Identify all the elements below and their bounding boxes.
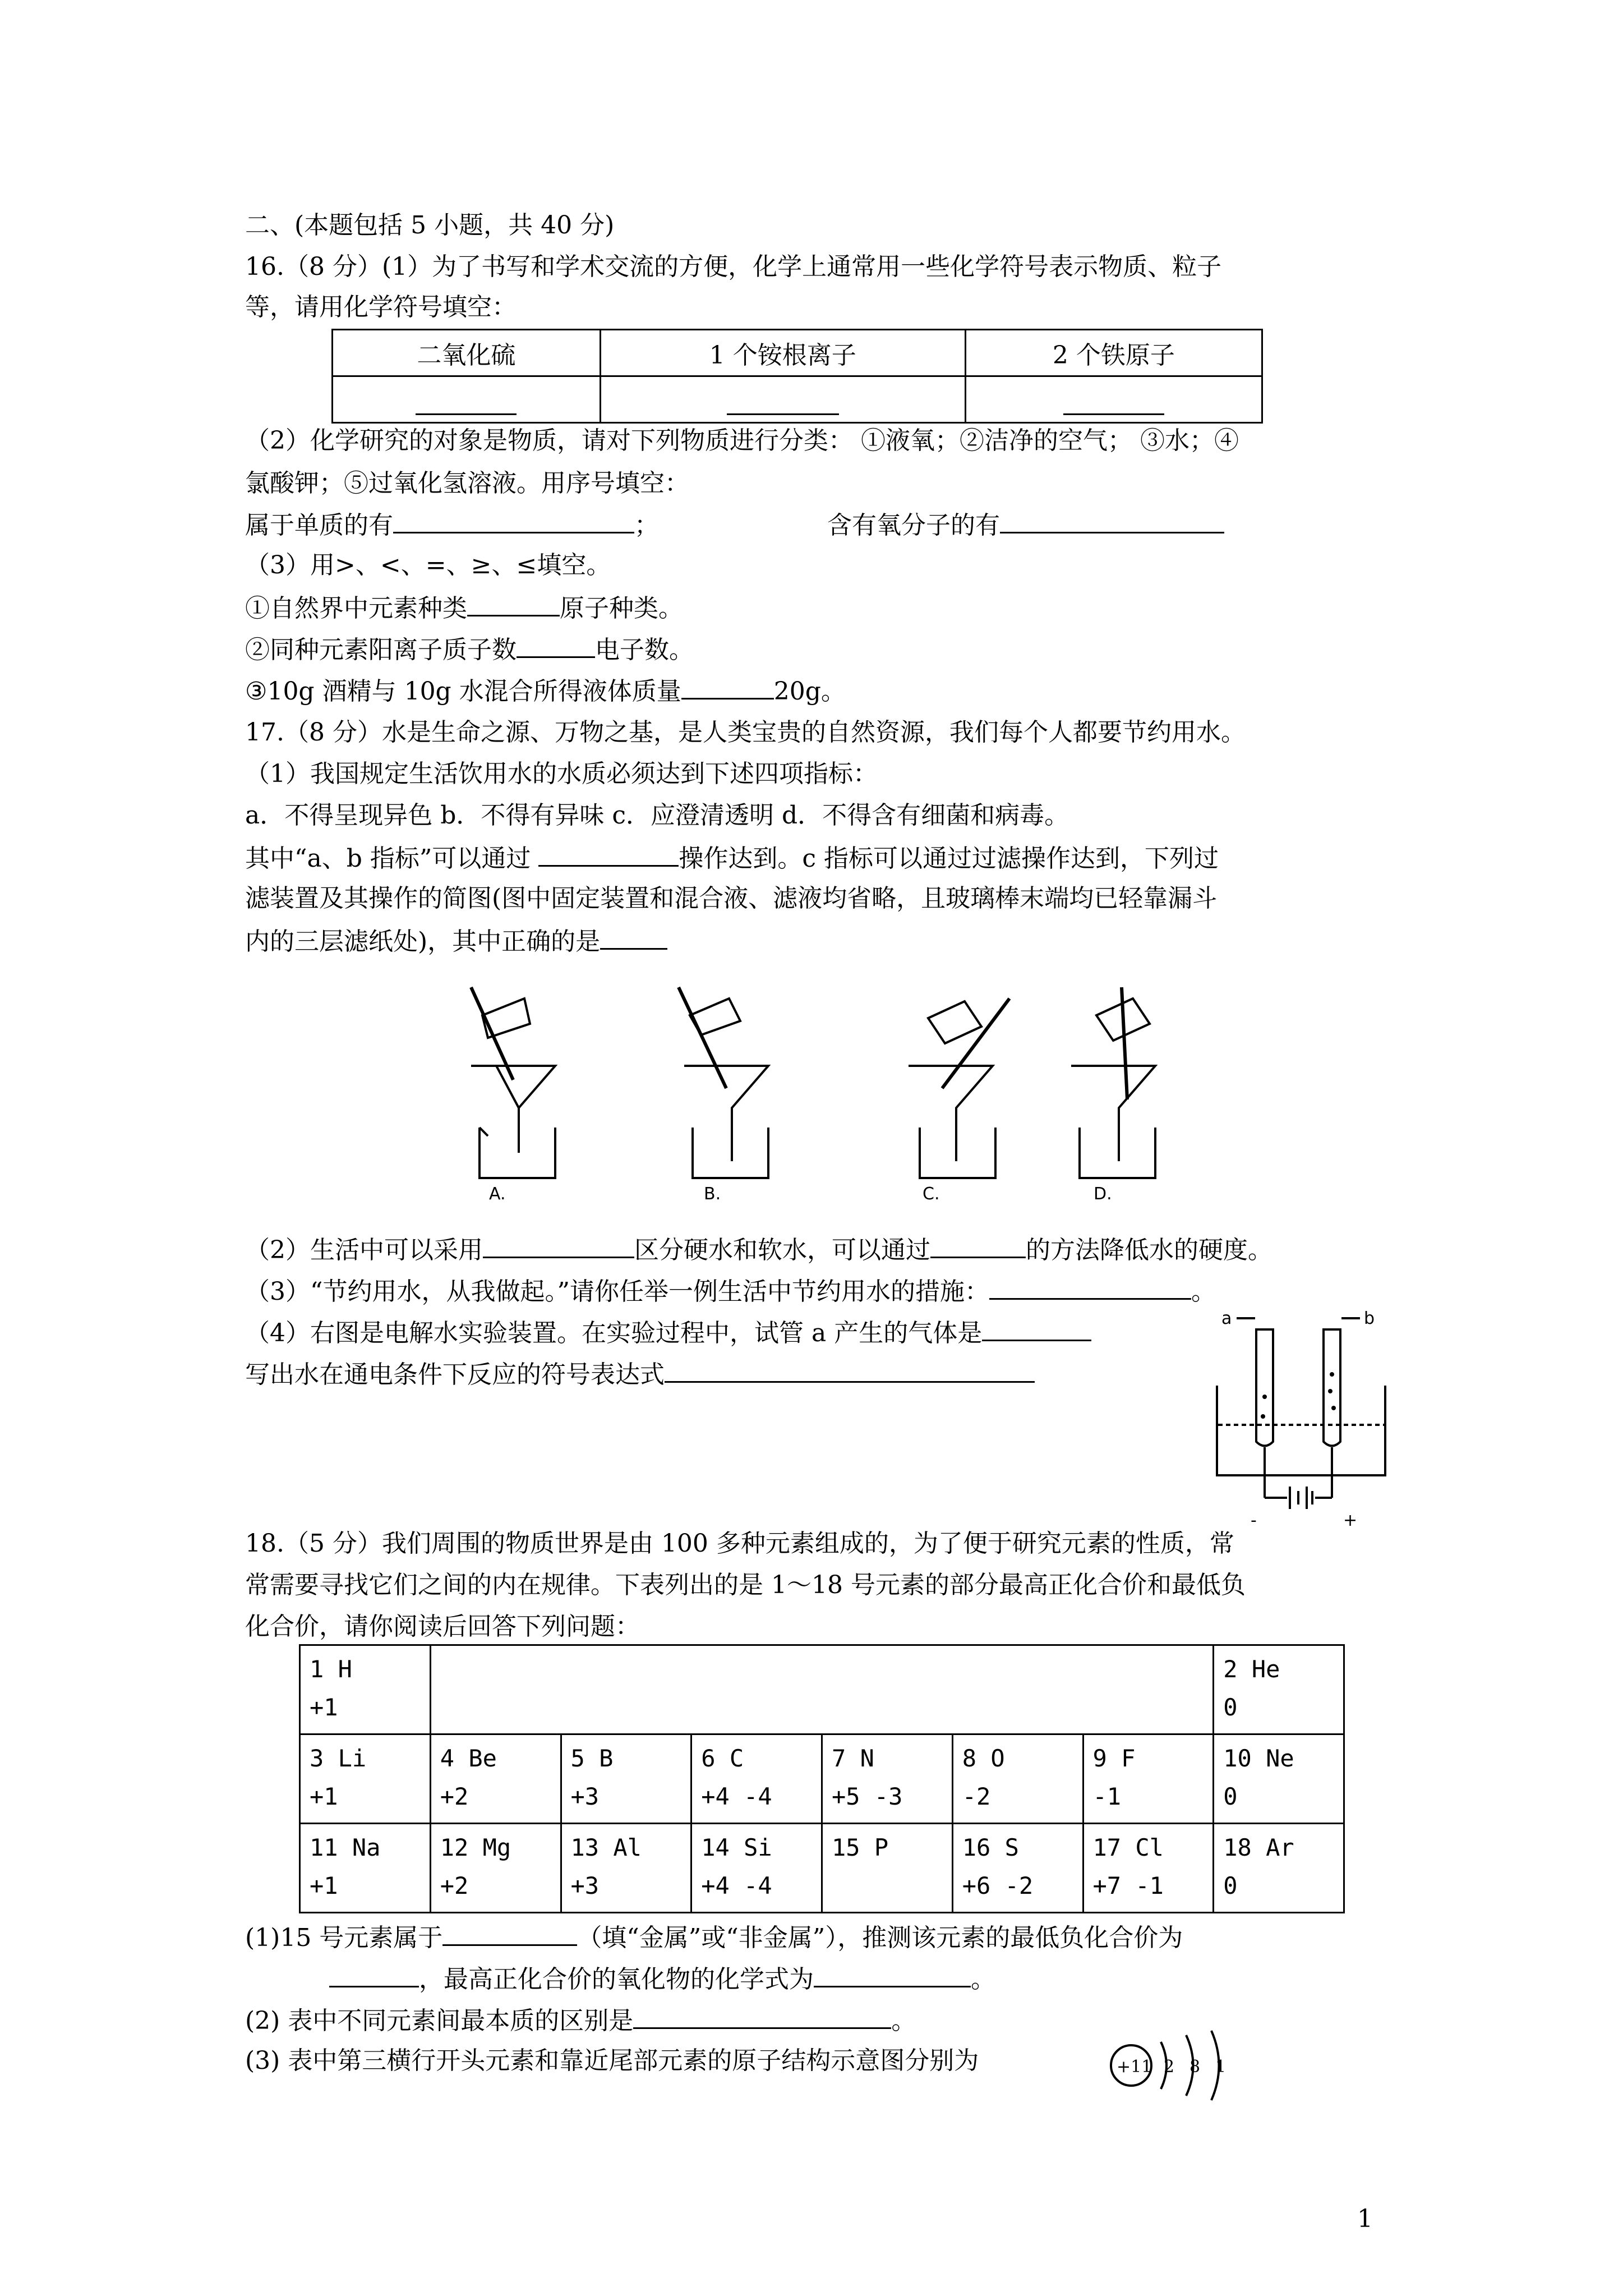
element-name: 10 Ne [1223, 1745, 1294, 1772]
q17-line5: 滤装置及其操作的简图(图中固定装置和混合液、滤液均省略，且玻璃棒末端均已轻靠漏斗 [245, 884, 1218, 913]
element-cell [1083, 1824, 1214, 1913]
text: (2) 表中不同元素间最本质的区别是 [245, 2007, 634, 2035]
element-cell [300, 1824, 431, 1913]
element-valence: -2 [962, 1783, 991, 1810]
q18-line1: 18.（5 分）我们周围的物质世界是由 100 多种元素组成的，为了便于研究元素的性质，常 [245, 1529, 1234, 1558]
battery-plus: + [1343, 1511, 1358, 1530]
text: 操作达到。c 指标可以通过过滤操作达到，下列过 [679, 844, 1219, 873]
q16-item3-blank[interactable] [681, 673, 774, 700]
element-name: 5 B [570, 1745, 614, 1772]
q17-p2 [245, 1232, 1272, 1267]
text: 的方法降低水的硬度。 [1026, 1236, 1272, 1264]
element-cell [1214, 1645, 1344, 1734]
fig-label-b: B. [704, 1184, 721, 1200]
element-valence: +1 [310, 1783, 338, 1810]
element-cell [300, 1645, 431, 1734]
element-name: 11 Na [310, 1834, 381, 1861]
text: 。 [1191, 1277, 1216, 1306]
text: 电子数。 [595, 636, 694, 664]
element-valence: +6 -2 [962, 1872, 1034, 1899]
text: ③10g 酒精与 10g 水混合所得液体质量 [245, 677, 681, 706]
element-name: 2 He [1223, 1655, 1280, 1683]
element-valence: +1 [310, 1872, 338, 1899]
text: 内的三层滤纸处)，其中正确的是 [245, 927, 601, 956]
q17-line6 [245, 923, 667, 959]
answer-cell-ammonium[interactable] [600, 376, 965, 423]
text: ，最高正化合价的氧化物的化学式为 [419, 1965, 814, 1994]
q17-equation-blank[interactable] [665, 1356, 1035, 1383]
element-cell [691, 1824, 822, 1913]
element-cell [822, 1734, 953, 1824]
element-valence: +4 -4 [701, 1872, 772, 1899]
element-name: 9 F [1092, 1745, 1136, 1772]
element-name: 8 O [962, 1745, 1005, 1772]
text: 其中“a、b 指标”可以通过 [245, 844, 539, 873]
q18-p1-line2 [245, 1961, 995, 1996]
q18-metal-blank[interactable] [442, 1920, 577, 1946]
q16-symbol-table [331, 329, 1263, 424]
q16-item2-blank[interactable] [517, 632, 595, 658]
filter-setup-d [1071, 987, 1155, 1178]
table-header-iron: 2 个铁原子 [965, 330, 1262, 376]
q18-valence-blank[interactable] [329, 1961, 419, 1987]
text: （2）生活中可以采用 [245, 1236, 483, 1264]
q17-line3: a．不得呈现异色 b．不得有异味 c．应澄清透明 d．不得含有细菌和病毒。 [245, 801, 1069, 830]
q16-p3-intro: （3）用>、<、=、≥、≤填空。 [245, 551, 611, 579]
element-name: 6 C [701, 1745, 744, 1772]
text: 20g。 [773, 677, 846, 706]
element-name: 3 Li [310, 1745, 367, 1772]
q18-p2 [245, 2003, 916, 2038]
element-cell [691, 1734, 822, 1824]
element-cell [430, 1734, 561, 1824]
element-name: 12 Mg [440, 1834, 511, 1861]
q18-p1 [245, 1920, 1183, 1955]
element-cell [1083, 1734, 1214, 1824]
element-valence: +3 [570, 1872, 600, 1899]
answer-cell-so2[interactable] [333, 376, 601, 423]
q18-difference-blank[interactable] [633, 2003, 891, 2029]
q17-line1: 17.（8 分）水是生命之源、万物之基，是人类宝贵的自然资源，我们每个人都要节约用水。 [245, 718, 1246, 747]
section-header: 二、(本题包括 5 小题，共 40 分) [245, 211, 615, 240]
q16-element-label: 属于单质的有 [245, 511, 393, 540]
element-name: 17 Cl [1092, 1834, 1164, 1861]
q16-p3-item3 [245, 673, 846, 708]
filter-setup-b [679, 987, 768, 1178]
q17-line2: （1）我国规定生活饮用水的水质必须达到下述四项指标： [245, 760, 878, 788]
element-cell [952, 1734, 1083, 1824]
text: 写出水在通电条件下反应的符号表达式 [245, 1360, 665, 1389]
q17-soften-blank[interactable] [930, 1232, 1026, 1258]
element-valence: +3 [570, 1783, 600, 1810]
element-name: 15 P [832, 1834, 889, 1861]
text: 。 [971, 1965, 995, 1994]
element-cell [1214, 1734, 1344, 1824]
electrode-label-a: a [1221, 1309, 1232, 1328]
element-valence: 0 [1223, 1872, 1238, 1899]
electrode-label-b: b [1364, 1309, 1375, 1328]
element-cell [561, 1734, 691, 1824]
atom-shell-3: 1 [1215, 2057, 1227, 2077]
q18-p3: (3) 表中第三横行开头元素和靠近尾部元素的原子结构示意图分别为 [245, 2046, 979, 2075]
q18-line2: 常需要寻找它们之间的内在规律。下表列出的是 1～18 号元素的部分最高正化合价和最低负 [245, 1571, 1246, 1599]
q16-element-blank[interactable] [393, 507, 634, 533]
element-name: 7 N [832, 1745, 874, 1772]
element-valence: 0 [1223, 1694, 1238, 1721]
q16-p2-line3 [245, 507, 1224, 542]
element-valence: +7 -1 [1092, 1872, 1164, 1899]
page-number: 1 [1357, 2205, 1373, 2233]
element-name: 16 S [962, 1834, 1019, 1861]
text: 区分硬水和软水，可以通过 [634, 1236, 930, 1264]
q16-line2: 等，请用化学符号填空： [245, 293, 517, 321]
q16-p3-item1 [245, 590, 683, 625]
text: （3）“节约用水，从我做起。”请你任举一例生活中节约用水的措施： [245, 1277, 989, 1306]
q18-line3: 化合价，请你阅读后回答下列问题： [245, 1612, 640, 1641]
atom-shell-1: 2 [1164, 2057, 1175, 2077]
q16-item1-blank[interactable] [467, 590, 560, 616]
table-header-ammonium: 1 个铵根离子 [600, 330, 965, 376]
element-name: 18 Ar [1223, 1834, 1294, 1861]
element-valence: +2 [440, 1872, 469, 1899]
sodium-atom-diagram [1108, 2019, 1237, 2115]
q18-oxide-blank[interactable] [814, 1961, 971, 1987]
element-valence: +1 [310, 1694, 338, 1721]
separator: ； [634, 511, 659, 540]
atom-nucleus: +11 [1117, 2057, 1152, 2077]
text: (1)15 号元素属于 [245, 1924, 443, 1952]
fig-label-c: C. [923, 1184, 940, 1200]
q17-correct-blank[interactable] [600, 923, 667, 950]
q17-p4-line2 [245, 1356, 1035, 1392]
element-valence: +4 -4 [701, 1783, 772, 1810]
text: 。 [891, 2007, 916, 2035]
q17-hardness-test-blank[interactable] [483, 1232, 634, 1258]
filter-setup-a [471, 987, 555, 1178]
element-cell [430, 1824, 561, 1913]
text: （填“金属”或“非金属”），推测该元素的最低负化合价为 [577, 1924, 1183, 1952]
battery-minus: - [1251, 1511, 1257, 1530]
q16-oxygen-label: 含有氧分子的有 [827, 511, 1000, 540]
answer-cell-iron[interactable] [965, 376, 1262, 423]
q16-line1: 16.（8 分）(1）为了书写和学术交流的方便，化学上通常用一些化学符号表示物质、粒子 [245, 252, 1222, 281]
element-valence: +5 -3 [832, 1783, 903, 1810]
q17-ab-blank[interactable] [538, 840, 679, 867]
fig-label-d: D. [1094, 1184, 1112, 1200]
element-name: 13 Al [570, 1834, 642, 1861]
q16-p2-line1: （2）化学研究的对象是物质，请对下列物质进行分类： ①液氧；②洁净的空气； ③水；④ [245, 426, 1239, 455]
element-name: 1 H [310, 1655, 352, 1683]
table-header-so2: 二氧化硫 [333, 330, 601, 376]
q17-save-water-blank[interactable] [989, 1273, 1191, 1300]
valence-table [299, 1644, 1345, 1913]
element-cell [822, 1824, 953, 1913]
atom-shell-2: 8 [1189, 2057, 1201, 2077]
element-valence: +2 [440, 1783, 469, 1810]
q16-oxygen-blank[interactable] [1000, 507, 1224, 533]
element-cell [952, 1824, 1083, 1913]
element-cell [1214, 1824, 1344, 1913]
element-name: 4 Be [440, 1745, 497, 1772]
element-name: 14 Si [701, 1834, 772, 1861]
filtration-figure [426, 976, 1183, 1200]
q17-line4 [245, 840, 1219, 876]
text: ①自然界中元素种类 [245, 594, 467, 623]
electrolysis-figure [1206, 1307, 1396, 1537]
text: ②同种元素阳离子质子数 [245, 636, 517, 664]
q16-p3-item2 [245, 632, 694, 667]
q17-gas-a-blank[interactable] [982, 1315, 1091, 1341]
filter-setup-c [909, 999, 1009, 1178]
element-cell [561, 1824, 691, 1913]
element-valence: -1 [1092, 1783, 1122, 1810]
element-cell [300, 1734, 431, 1824]
text: （4）右图是电解水实验装置。在实验过程中，试管 a 产生的气体是 [245, 1319, 983, 1347]
empty-span-cell [430, 1645, 1214, 1734]
q17-p3 [245, 1273, 1216, 1309]
text: 原子种类。 [560, 594, 683, 623]
element-valence: 0 [1223, 1783, 1238, 1810]
fig-label-a: A. [489, 1184, 506, 1200]
q17-p4 [245, 1315, 1091, 1350]
q16-p2-line2: 氯酸钾；⑤过氧化氢溶液。用序号填空： [245, 469, 689, 498]
